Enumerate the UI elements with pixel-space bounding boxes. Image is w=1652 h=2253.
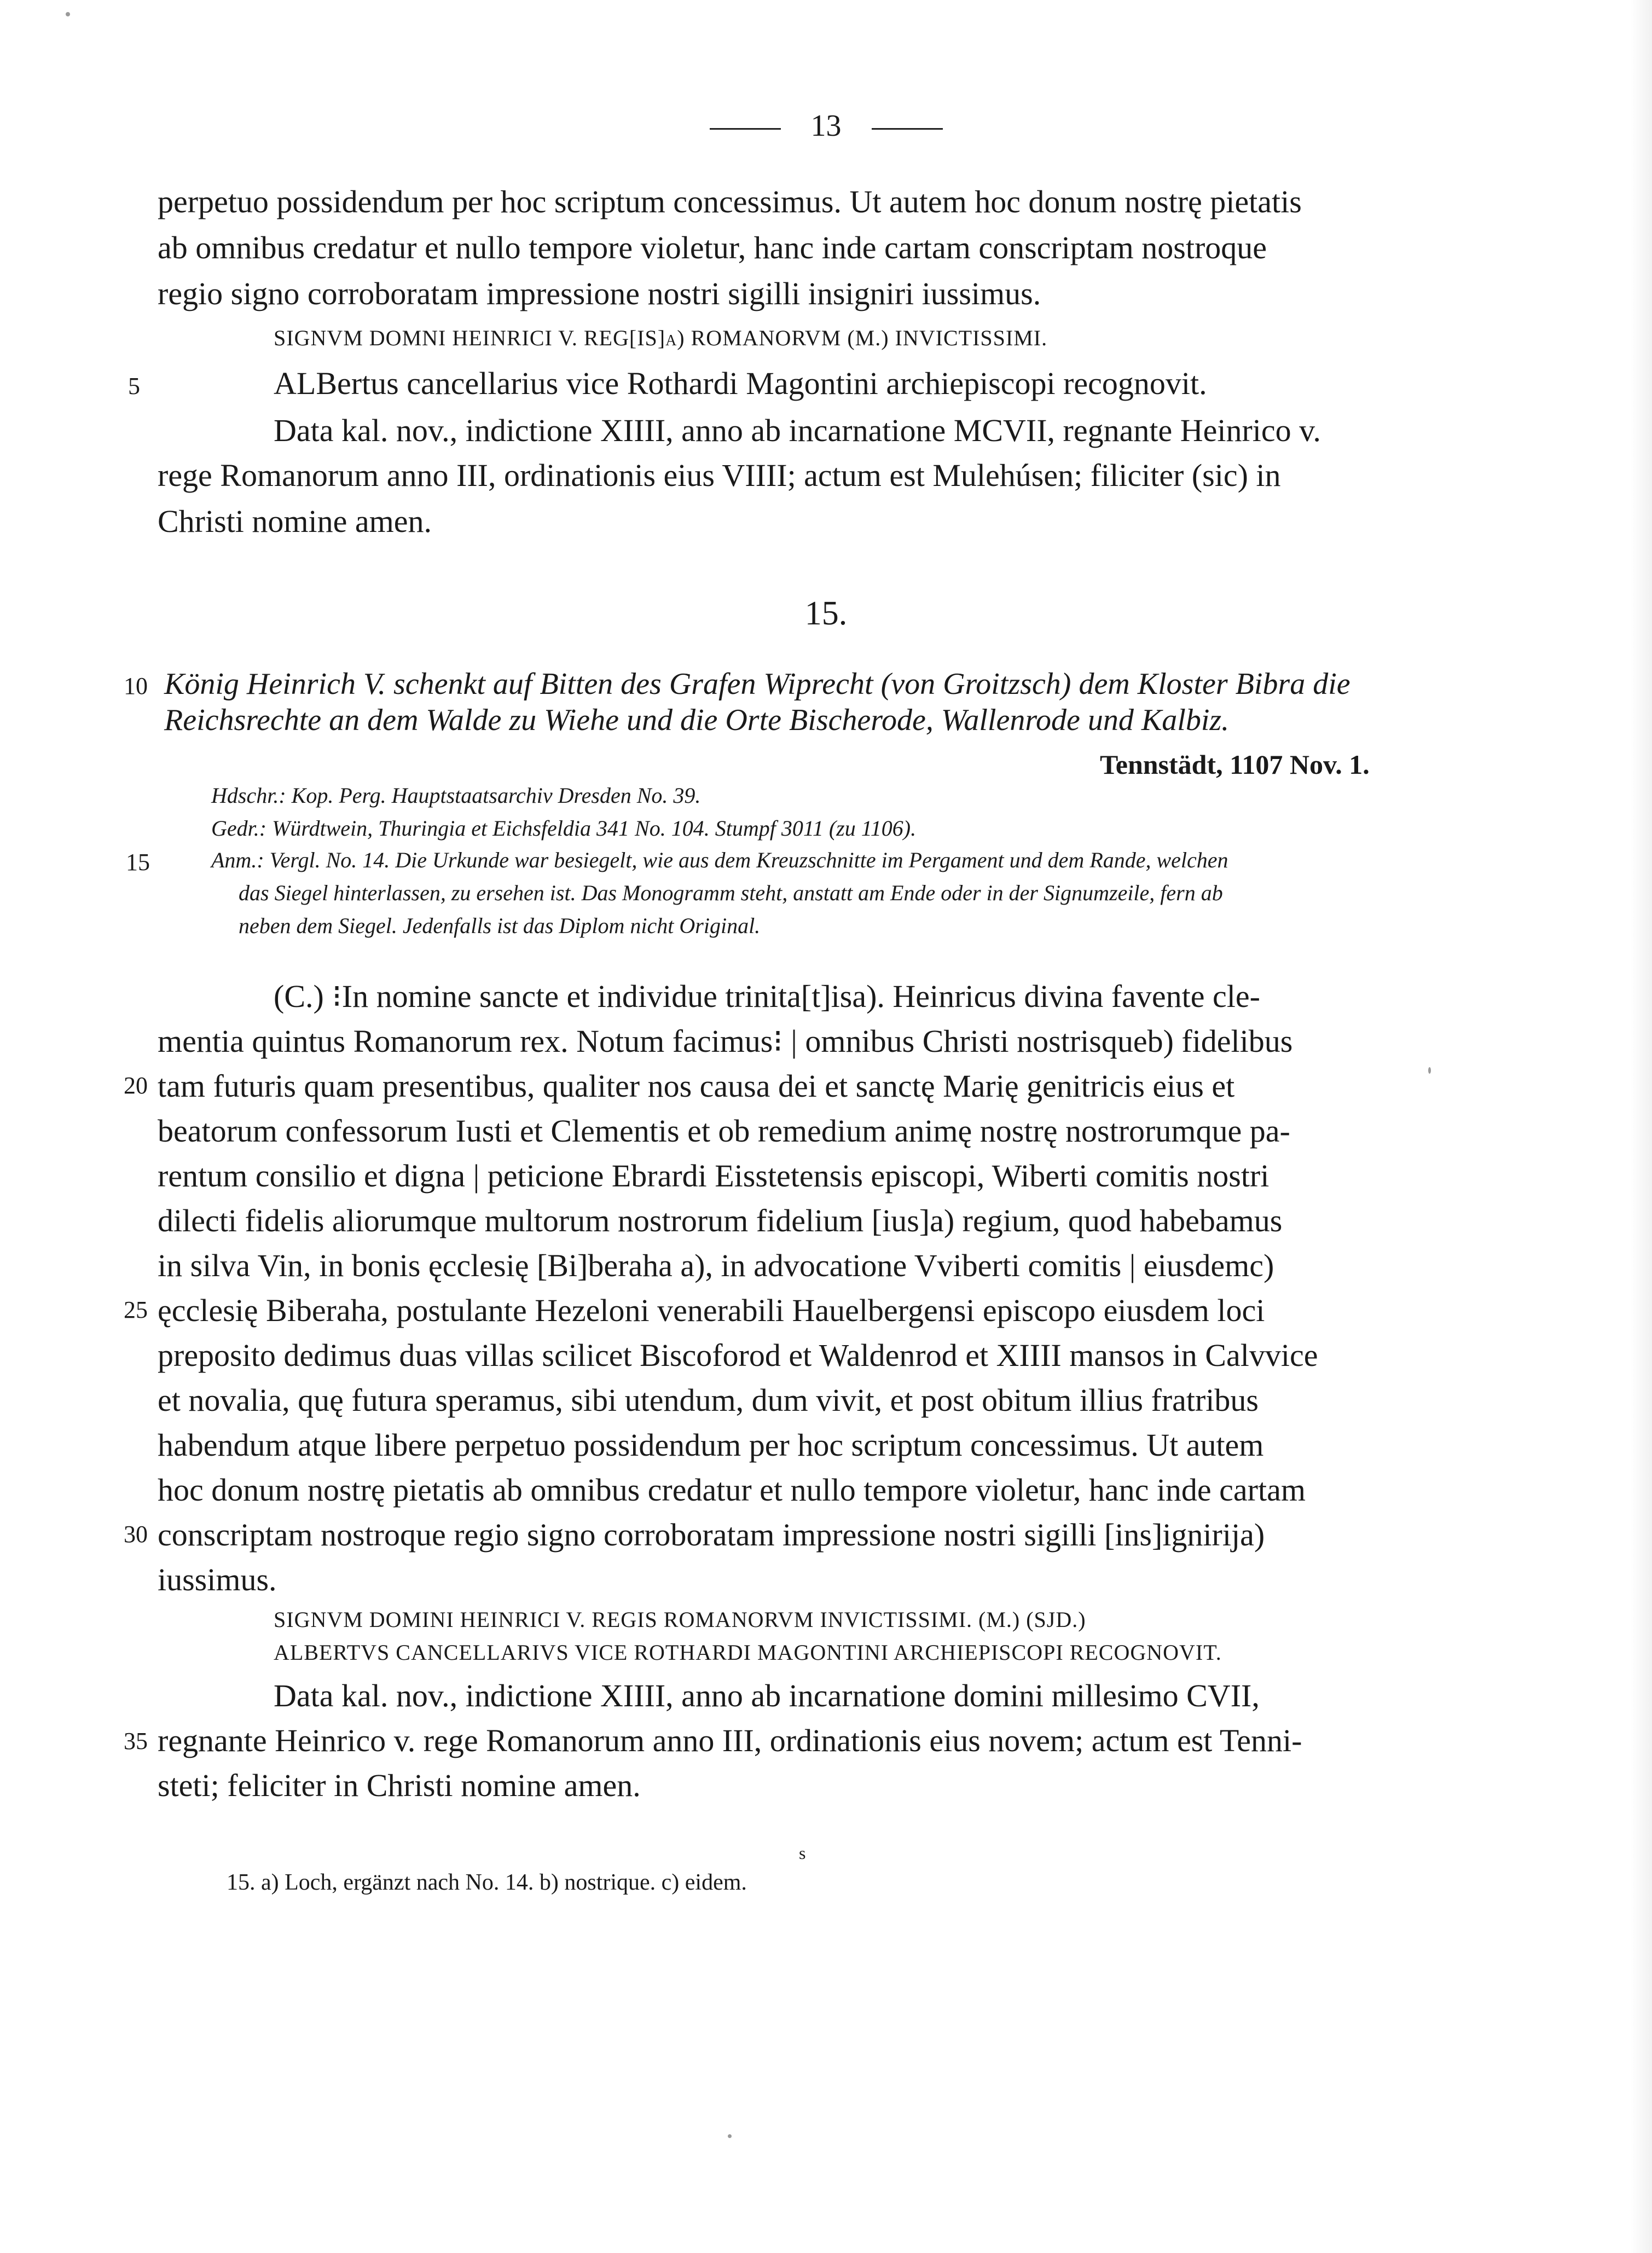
text-line: (C.) ⁝In nomine sancte et individue trinita[t]isa). Heinricus divina favente cle- <box>274 978 1260 1014</box>
regest-line: Reichsrechte an dem Walde zu Wiehe und die Orte Bischerode, Wallenrode und Kalbiz. <box>164 703 1230 737</box>
date-line: Data kal. nov., indictione XIIII, anno ab incarnatione domini millesimo CVII, <box>274 1678 1260 1713</box>
note-line: das Siegel hinterlassen, zu ersehen ist. Das Monogramm steht, anstatt am Ende oder in der Signumzeile, fern ab <box>239 881 1223 905</box>
text-line: ęcclesię Biberaha, postulante Hezeloni venerabili Hauelbergensi episcopo eiusdem loci <box>158 1293 1265 1328</box>
line-number: 5 <box>128 373 140 399</box>
text-line: rege Romanorum anno III, ordinationis eius VIIII; actum est Mulehúsen; filiciter (sic) in <box>158 457 1281 493</box>
text-line: hoc donum nostrę pietatis ab omnibus credatur et nullo tempore violetur, hanc inde cartam <box>158 1472 1306 1508</box>
text-line: ab omnibus credatur et nullo tempore violetur, hanc inde cartam conscriptam nostroque <box>158 230 1267 265</box>
text-line: in silva Vin, in bonis ęcclesię [Bi]beraha a), in advocatione Vviberti comitis | eiusdemc) <box>158 1248 1274 1283</box>
footnote: 15. a) Loch, ergänzt nach No. 14. b) nostrique. c) eidem. <box>227 1870 747 1895</box>
regest-line: König Heinrich V. schenkt auf Bitten des Grafen Wiprecht (von Groitzsch) dem Kloster Bibra die <box>164 667 1350 701</box>
text-line: dilecti fidelis aliorumque multorum nostrorum fidelium [ius]a) regium, quod habebamus <box>158 1203 1283 1238</box>
recognition-line: ALBERTVS CANCELLARIVS VICE ROTHARDI MAGONTINI ARCHIEPISCOPI RECOGNOVIT. <box>274 1640 1222 1665</box>
scan-speck <box>66 12 70 16</box>
text-line: steti; feliciter in Christi nomine amen. <box>158 1768 641 1803</box>
text-line: et novalia, quę futura speramus, sibi utendum, dum vivit, et post obitum illius fratribus <box>158 1382 1259 1418</box>
place-date: Tennstädt, 1107 Nov. 1. <box>1100 749 1370 780</box>
signum-line: SIGNVM DOMINI HEINRICI V. REGIS ROMANORVM INVICTISSIMI. (M.) (SJD.) <box>274 1607 1086 1632</box>
scan-speck <box>728 2134 732 2138</box>
text-line: mentia quintus Romanorum rex. Notum facimus⁝ | omnibus Christi nostrisqueb) fidelibus <box>158 1023 1293 1059</box>
scan-speck <box>1428 1067 1431 1074</box>
header-rule-left <box>710 128 781 130</box>
note-line: Hdschr.: Kop. Perg. Hauptstaatsarchiv Dresden No. 39. <box>211 783 701 808</box>
note-line: neben dem Siegel. Jedenfalls ist das Diplom nicht Original. <box>239 913 761 938</box>
note-line: Anm.: Vergl. No. 14. Die Urkunde war besiegelt, wie aus dem Kreuzschnitte im Pergament und dem Rande, welchen <box>211 848 1228 872</box>
header-rule-right <box>872 128 943 130</box>
text-line: regio signo corroboratam impressione nostri sigilli insigniri iussimus. <box>158 276 1041 311</box>
line-number: 35 <box>124 1728 148 1754</box>
footnote-superscript: s <box>799 1843 806 1863</box>
recognition-line: ALBertus cancellarius vice Rothardi Magontini archiepiscopi recognovit. <box>274 366 1207 401</box>
text-line: habendum atque libere perpetuo possidendum per hoc scriptum concessimus. Ut autem <box>158 1427 1264 1463</box>
line-number: 20 <box>124 1072 148 1099</box>
text-line: rentum consilio et digna | peticione Ebrardi Eisstetensis episcopi, Wiberti comitis nostri <box>158 1158 1270 1194</box>
line-number: 10 <box>124 673 148 699</box>
text-line: preposito dedimus duas villas scilicet Biscoforod et Waldenrod et XIIII mansos in Calvvice <box>158 1337 1318 1373</box>
text-line: perpetuo possidendum per hoc scriptum concessimus. Ut autem hoc donum nostrę pietatis <box>158 184 1302 219</box>
text-line: beatorum confessorum Iusti et Clementis et ob remedium animę nostrę nostrorumque pa- <box>158 1113 1290 1149</box>
signum-line: SIGNVM DOMNI HEINRICI V. REG[IS]a) ROMANORVM (M.) INVICTISSIMI. <box>274 326 1048 350</box>
text-line: regnante Heinrico v. rege Romanorum anno III, ordinationis eius novem; actum est Tenni- <box>158 1723 1302 1758</box>
note-line: Gedr.: Würdtwein, Thuringia et Eichsfeldia 341 No. 104. Stumpf 3011 (zu 1106). <box>211 816 917 841</box>
text-line: Christi nomine amen. <box>158 503 432 539</box>
text-line: iussimus. <box>158 1562 277 1597</box>
section-number: 15. <box>804 595 848 632</box>
running-header <box>0 108 1652 143</box>
text-line: tam futuris quam presentibus, qualiter nos causa dei et sanctę Marię genitricis eius et <box>158 1068 1235 1104</box>
line-number: 15 <box>126 849 150 876</box>
line-number: 25 <box>124 1296 148 1323</box>
date-line: Data kal. nov., indictione XIIII, anno ab incarnatione MCVII, regnante Heinrico v. <box>274 413 1321 448</box>
page-number: 13 <box>810 109 842 143</box>
line-number: 30 <box>124 1521 148 1548</box>
text-line: conscriptam nostroque regio signo corroboratam impressione nostri sigilli [ins]ignirija) <box>158 1517 1265 1553</box>
scan-edge-shadow <box>1630 0 1652 2253</box>
